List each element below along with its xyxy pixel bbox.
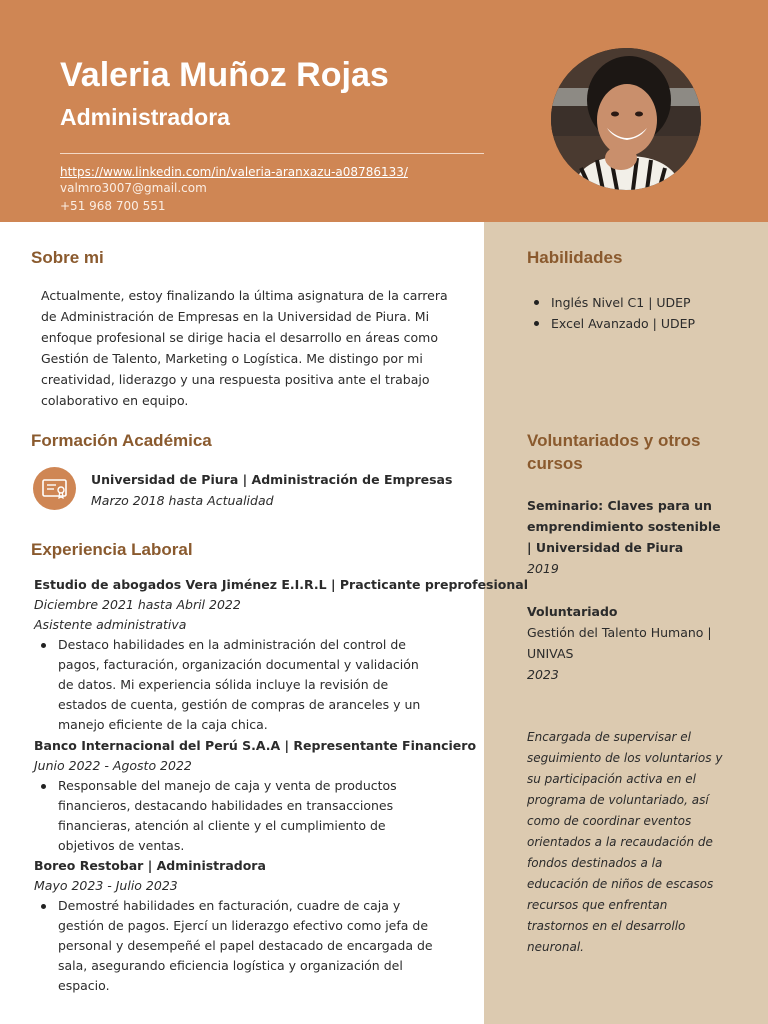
volunteer-org: Gestión del Talento Humano | UNIVAS xyxy=(527,625,712,661)
full-name: Valeria Muñoz Rojas xyxy=(60,56,389,94)
list-item: Demostré habilidades en facturación, cuadre de caja y gestión de pagos. Ejercí un liderazgo efectivo como jefa de personal y desempeñé el papel destacado de encargada de sala, asegurando eficiencia logística y organización del espacio. xyxy=(34,896,434,996)
job-position: Asistente administrativa xyxy=(34,617,187,632)
education-dates: Marzo 2018 hasta Actualidad xyxy=(91,493,274,508)
header-divider xyxy=(60,153,484,154)
email-text[interactable]: valmro3007@gmail.com xyxy=(60,181,207,195)
list-item: Responsable del manejo de caja y venta de productos financieros, destacando habilidades en transacciones financieras, atención al cliente y el cumplimiento de objetivos de ventas. xyxy=(34,776,434,856)
education-heading: Formación Académica xyxy=(31,431,212,450)
volunteer-description: Encargada de supervisar el seguimiento de los voluntarios y su participación activa en el programa de voluntariado, así como de coordinar eventos orientados a la recaudación de fondos destinados a la educación de niños de escasos recursos que enfrentan trastornos en el desarrollo neuronal. xyxy=(527,730,723,954)
skills-heading: Habilidades xyxy=(527,248,623,267)
about-text: Actualmente, estoy finalizando la última asignatura de la carrera de Administración de Empresas en la Universidad de Piura. Mi enfoque profesional se dirige hacia el desarrollo en áreas como Gestión de Talento, Marketing o Logística. Me distingo por mi creatividad, liderazgo y una respuesta positiva ante el trabajo colaborativo en equipo. xyxy=(41,288,448,408)
job-dates: Mayo 2023 - Julio 2023 xyxy=(34,878,178,893)
list-item: Excel Avanzado | UDEP xyxy=(527,313,747,334)
education-entry: Universidad de Piura | Administración de Empresas xyxy=(91,472,453,487)
profile-photo xyxy=(551,48,701,190)
volunteering-heading: Voluntariados y otros cursos xyxy=(527,431,701,473)
job-bullets xyxy=(34,635,434,735)
seminar-title: Seminario: Claves para un emprendimiento sostenible | Universidad de Piura xyxy=(527,498,721,555)
linkedin-link[interactable]: https://www.linkedin.com/in/valeria-aranxazu-a08786133/ xyxy=(60,165,408,179)
seminar-year: 2019 xyxy=(527,561,559,576)
job-heading: Banco Internacional del Perú S.A.A | Representante Financiero xyxy=(34,738,477,753)
job-bullets xyxy=(34,776,434,856)
list-item: Destaco habilidades en la administración del control de pagos, facturación, organización documental y validación de datos. Mi experiencia sólida incluye la revisión de estados de cuenta, gestión de compras de aranceles y un manejo eficiente de la caja chica. xyxy=(34,635,434,735)
job-bullets xyxy=(34,896,434,996)
volunteer-title: Voluntariado xyxy=(527,604,618,619)
job-dates: Junio 2022 - Agosto 2022 xyxy=(34,758,192,773)
job-heading: Boreo Restobar | Administradora xyxy=(34,858,266,873)
experience-heading: Experiencia Laboral xyxy=(31,540,193,559)
skills-list xyxy=(527,292,747,334)
certificate-icon xyxy=(33,467,76,510)
job-dates: Diciembre 2021 hasta Abril 2022 xyxy=(34,597,241,612)
job-heading: Estudio de abogados Vera Jiménez E.I.R.L | Practicante preprofesional xyxy=(34,577,528,592)
phone-text: +51 968 700 551 xyxy=(60,199,166,213)
volunteer-year: 2023 xyxy=(527,667,559,682)
list-item: Inglés Nivel C1 | UDEP xyxy=(527,292,747,313)
about-heading: Sobre mi xyxy=(31,248,104,267)
job-role: Administradora xyxy=(60,104,230,130)
